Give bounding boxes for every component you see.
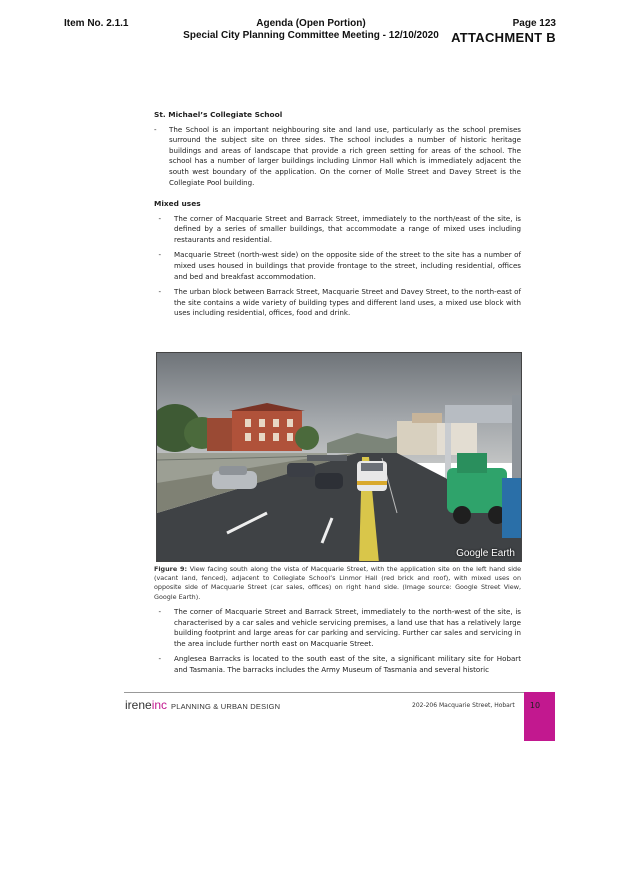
- list-item: [154, 250, 521, 282]
- section-mixed-uses-continued: [154, 607, 521, 676]
- page-label: Page 123: [512, 18, 556, 29]
- list-item: [154, 214, 521, 246]
- brand-logo: [125, 698, 280, 712]
- figure-caption: [154, 565, 521, 602]
- agenda-title: Agenda (Open Portion): [256, 18, 366, 29]
- list-item-text: The urban block between Barrack Street, Macquarie Street and Davey Street, to the north-east of the site contains a wide variety of building types and different land uses, a mixed use block with uses including residential, offices, food and drink.: [174, 287, 521, 318]
- list-item: [154, 287, 521, 319]
- page-header: [451, 18, 556, 45]
- street-view-photo: [156, 352, 522, 562]
- google-earth-watermark: Google Earth: [456, 548, 515, 559]
- meeting-title: Special City Planning Committee Meeting - 12/10/2020: [183, 30, 439, 41]
- attachment-label: ATTACHMENT B: [451, 30, 556, 45]
- footer-address: 202-206 Macquarie Street, Hobart: [412, 702, 515, 709]
- section-school: [154, 110, 521, 188]
- bullet-dash: -: [154, 124, 157, 134]
- list-item: [154, 125, 521, 189]
- bullet-dash: -: [154, 607, 162, 616]
- bullet-dash: -: [154, 287, 162, 297]
- brand-name: irene: [125, 698, 152, 712]
- list-item: [154, 607, 521, 649]
- section-mixed-uses: [154, 199, 521, 319]
- section-title: St. Michael’s Collegiate School: [154, 110, 283, 119]
- list-item: [154, 654, 521, 675]
- list-item-text: The School is an important neighbouring site and land use, particularly as the school premises surround the subject site on three sides. The school includes a number of historic heritage buildings and areas of landscape that provide a rich green setting for areas of the school. The school has a number of larger buildings including Linmor Hall which is immediately adjacent the south west boundary of the application. On the corner of Molle Street and Davey Street is the Collegiate Pool building.: [169, 124, 521, 187]
- item-number: Item No. 2.1.1: [64, 18, 129, 29]
- brand-name-accent: inc: [151, 698, 168, 712]
- footer-divider: [124, 692, 524, 693]
- page-number-box: [524, 692, 555, 741]
- caption-label: Figure 9:: [154, 565, 188, 573]
- bullet-dash: -: [154, 654, 162, 664]
- bullet-dash: -: [154, 250, 162, 260]
- list-item-text: The corner of Macquarie Street and Barrack Street, immediately to the north/east of the site, is defined by a series of smaller buildings, that accommodate a range of mixed uses including restaurants and residential.: [174, 213, 521, 244]
- page-number: 10: [529, 701, 541, 710]
- section-title: Mixed uses: [154, 199, 201, 208]
- brand-subtitle: PLANNING & URBAN DESIGN: [171, 702, 281, 711]
- list-item-text: Anglesea Barracks is located to the south east of the site, a significant military site for Hobart and Tasmania. The barracks includes the Army Museum of Tasmania and several historic: [174, 654, 521, 674]
- list-item-text: The corner of Macquarie Street and Barrack Street, immediately to the north-west of the site, is characterised by a car sales and vehicle servicing premises, a land use that has a relatively large building footprint and large areas for car parking and servicing. Further car sales and servicing in the area include further north east on Macquarie Street.: [174, 607, 521, 648]
- list-item-text: Macquarie Street (north-west side) on the opposite side of the street to the site has a number of mixed uses housed in buildings that provide frontage to the street, including residential, offices and bed and breakfast accommodation.: [174, 250, 521, 281]
- caption-text: View facing south along the vista of Macquarie Street, with the application site on the left hand side (vacant land, fenced), adjacent to Collegiate School’s Linmor Hall (red brick and roof), with mixed uses on opposite side of Macquarie Street (car sales, offices) on right hand side. (Image source: Google Street View, Google Earth).: [154, 565, 521, 601]
- bullet-dash: -: [154, 213, 162, 223]
